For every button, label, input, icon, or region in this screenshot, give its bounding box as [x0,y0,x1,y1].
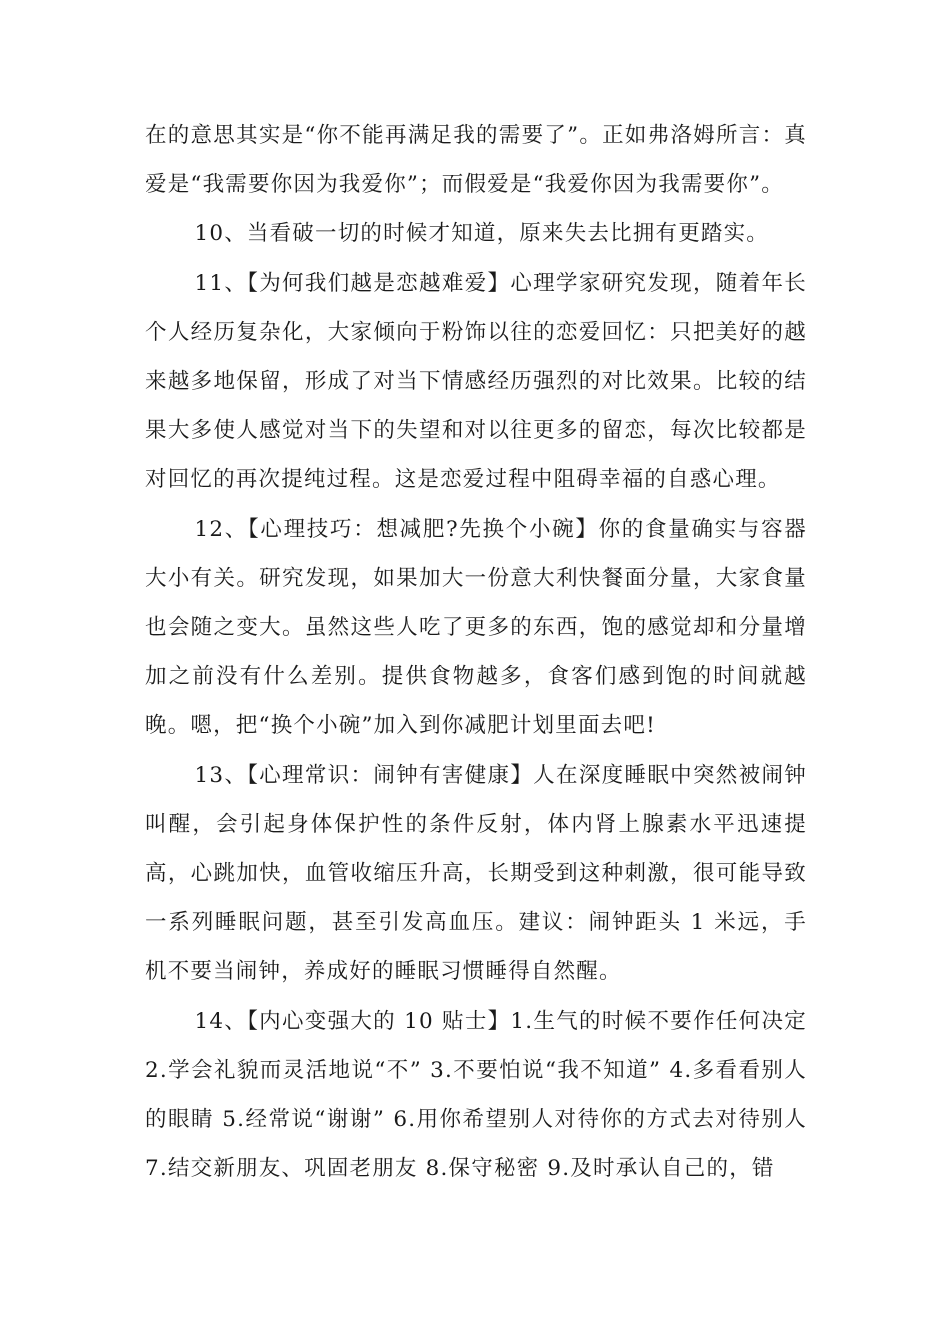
paragraph-item-13: 13、【心理常识：闹钟有害健康】人在深度睡眠中突然被闹钟叫醒，会引起身体保护性的条件反射，体内肾上腺素水平迅速提高，心跳加快，血管收缩压升高，长期受到这种刺激，很可能导致一系列睡眠问题，甚至引发高血压。建议：闹钟距头 1 米远，手机不要当闹钟，养成好的睡眠习惯睡得自然醒。 [145,762,807,985]
paragraph-item-10: 10、当看破一切的时候才知道，原来失去比拥有更踏实。 [194,221,769,247]
document-body [145,111,807,1193]
paragraph-continuation: 在的意思其实是“你不能再满足我的需要了”。正如弗洛姆所言：真爱是“我需要你因为我爱你”；而假爱是“我爱你因为我需要你”。 [145,123,807,198]
paragraph-item-12: 12、【心理技巧：想减肥?先换个小碗】你的食量确实与容器大小有关。研究发现，如果加大一份意大利快餐面分量，大家食量也会随之变大。虽然这些人吃了更多的东西，饱的感觉却和分量增加之前没有什么差别。提供食物越多，食客们感到饱的时间就越晚。嗯，把“换个小碗”加入到你减肥计划里面去吧! [145,516,807,739]
paragraph-item-14: 14、【内心变强大的 10 贴士】1.生气的时候不要作任何决定 2.学会礼貌而灵活地说“不” 3.不要怕说“我不知道” 4.多看看别人的眼睛 5.经常说“谢谢” 6.用你希望别人对待你的方式去对待别人 7.结交新朋友、巩固老朋友 8.保守秘密 9.及时承认自己的，错 [145,1008,807,1182]
paragraph-item-11: 11、【为何我们越是恋越难爱】心理学家研究发现，随着年长个人经历复杂化，大家倾向于粉饰以往的恋爱回忆：只把美好的越来越多地保留，形成了对当下情感经历强烈的对比效果。比较的结果大多使人感觉对当下的失望和对以往更多的留恋，每次比较都是对回忆的再次提纯过程。这是恋爱过程中阻碍幸福的自惑心理。 [145,270,807,493]
